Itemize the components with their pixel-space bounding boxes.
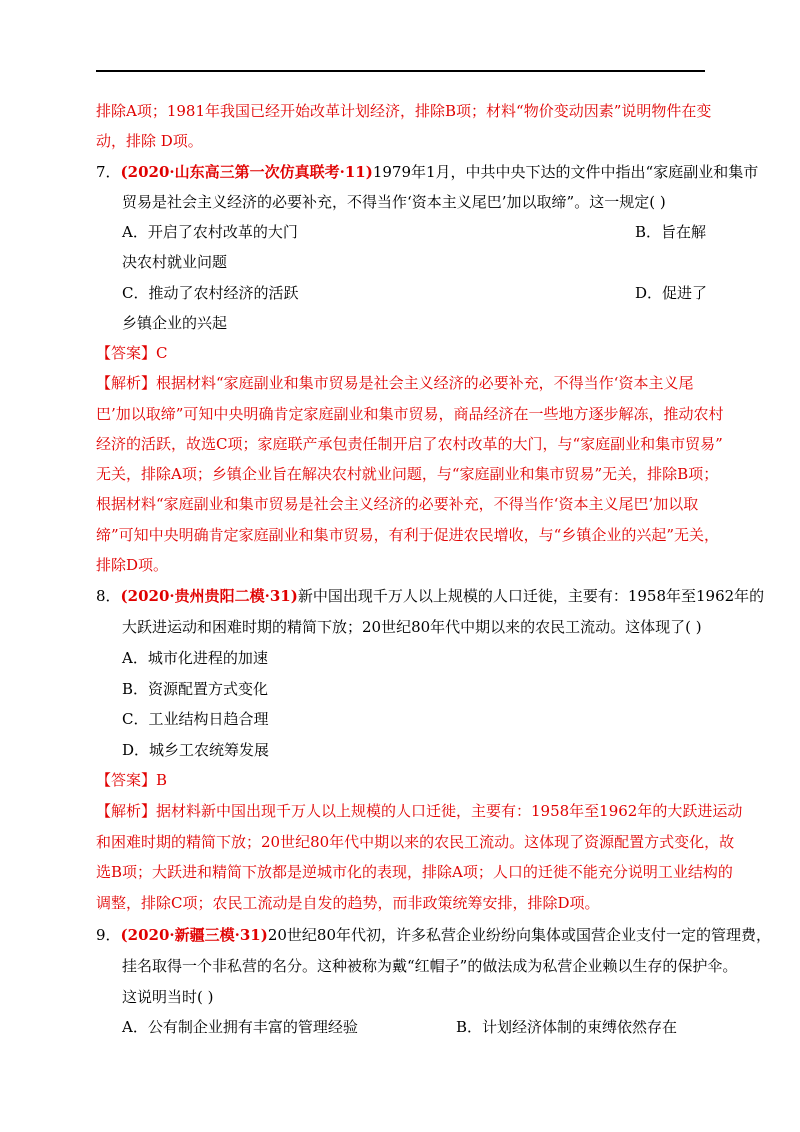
option-c: C．推动了农村经济的活跃 <box>122 284 299 302</box>
question-9-stem-cont: 挂名取得一个非私营的名分。这种被称为戴“红帽子”的做法成为私营企业赖以生存的保护伞。 <box>122 957 738 975</box>
option-c: C．工业结构日趋合理 <box>122 710 269 728</box>
analysis-line: 【解析】据材料新中国出现千万人以上规模的人口迁徙，主要有：1958年至1962年的大跃进运动 <box>96 802 743 820</box>
option-d: D．城乡工农统筹发展 <box>122 741 270 759</box>
question-source: (2020·新疆三模·31) <box>120 926 268 944</box>
option-b: B．旨在解 <box>635 223 707 241</box>
analysis-line: 调整，排除C项；农民工流动是自发的趋势，而非政策统筹安排，排除D项。 <box>96 894 600 912</box>
question-source: (2020·山东高三第一次仿真联考·11) <box>120 163 373 181</box>
question-8-stem-cont: 大跃进运动和困难时期的精简下放；20世纪80年代中期以来的农民工流动。这体现了( ) <box>122 618 702 636</box>
analysis-line: 巴’加以取缔”可知中央明确肯定家庭副业和集市贸易，商品经济在一些地方逐步解冻，推动农村 <box>96 405 724 423</box>
answer-label: 【答案】C <box>96 344 168 362</box>
analysis-line: 选B项；大跃进和精简下放都是逆城市化的表现，排除A项；人口的迁徙不能充分说明工业结构的 <box>96 863 733 881</box>
analysis-line: 缔”可知中央明确肯定家庭副业和集市贸易，有利于促进农民增收，与“乡镇企业的兴起”无关， <box>96 526 720 544</box>
prev-analysis-line: 动，排除 D项。 <box>96 132 203 150</box>
prev-analysis-line: 排除A项；1981年我国已经开始改革计划经济，排除B项；材料“物价变动因素”说明物件在变 <box>96 102 712 120</box>
question-7-stem <box>96 162 758 182</box>
analysis-line: 经济的活跃，故选C项；家庭联产承包责任制开启了农村改革的大门，与“家庭副业和集市贸易” <box>96 435 723 453</box>
question-7-stem-cont: 贸易是社会主义经济的必要补充，不得当作‘资本主义尾巴’加以取缔”。这一规定( ) <box>122 193 666 211</box>
header-rule <box>96 70 705 72</box>
question-stem-text: 1979年1月，中共中央下达的文件中指出“家庭副业和集市 <box>372 163 759 181</box>
question-stem-text: 20世纪80年代初，许多私营企业纷纷向集体或国营企业支付一定的管理费， <box>267 926 771 944</box>
option-b: B．资源配置方式变化 <box>122 680 269 698</box>
option-a: A．开启了农村改革的大门 <box>122 223 298 241</box>
option-a: A．公有制企业拥有丰富的管理经验 <box>122 1018 358 1036</box>
question-number: 8． <box>96 587 121 605</box>
question-9-stem <box>96 925 771 945</box>
question-9-stem-cont: 这说明当时( ) <box>122 988 214 1006</box>
option-a: A．城市化进程的加速 <box>122 649 268 667</box>
option-b: B．计划经济体制的束缚依然存在 <box>456 1018 678 1036</box>
answer-label: 【答案】B <box>96 771 168 789</box>
question-number: 9． <box>96 926 121 944</box>
question-stem-text: 新中国出现千万人以上规模的人口迁徙，主要有：1958年至1962年的 <box>297 587 765 605</box>
question-8-stem <box>96 586 764 606</box>
option-b-cont: 决农村就业问题 <box>122 253 228 271</box>
analysis-line: 排除D项。 <box>96 556 169 574</box>
analysis-line: 【解析】根据材料“家庭副业和集市贸易是社会主义经济的必要补充，不得当作‘资本主义尾 <box>96 374 694 392</box>
analysis-line: 和困难时期的精简下放；20世纪80年代中期以来的农民工流动。这体现了资源配置方式变化，故 <box>96 833 735 851</box>
analysis-line: 无关，排除A项；乡镇企业旨在解决农村就业问题，与“家庭副业和集市贸易”无关，排除B项； <box>96 465 719 483</box>
question-source: (2020·贵州贵阳二模·31) <box>120 587 298 605</box>
analysis-line: 根据材料“家庭副业和集市贸易是社会主义经济的必要补充，不得当作‘资本主义尾巴’加以取 <box>96 495 699 513</box>
option-d-cont: 乡镇企业的兴起 <box>122 314 228 332</box>
option-d: D．促进了 <box>635 284 708 302</box>
question-number: 7． <box>96 163 121 181</box>
